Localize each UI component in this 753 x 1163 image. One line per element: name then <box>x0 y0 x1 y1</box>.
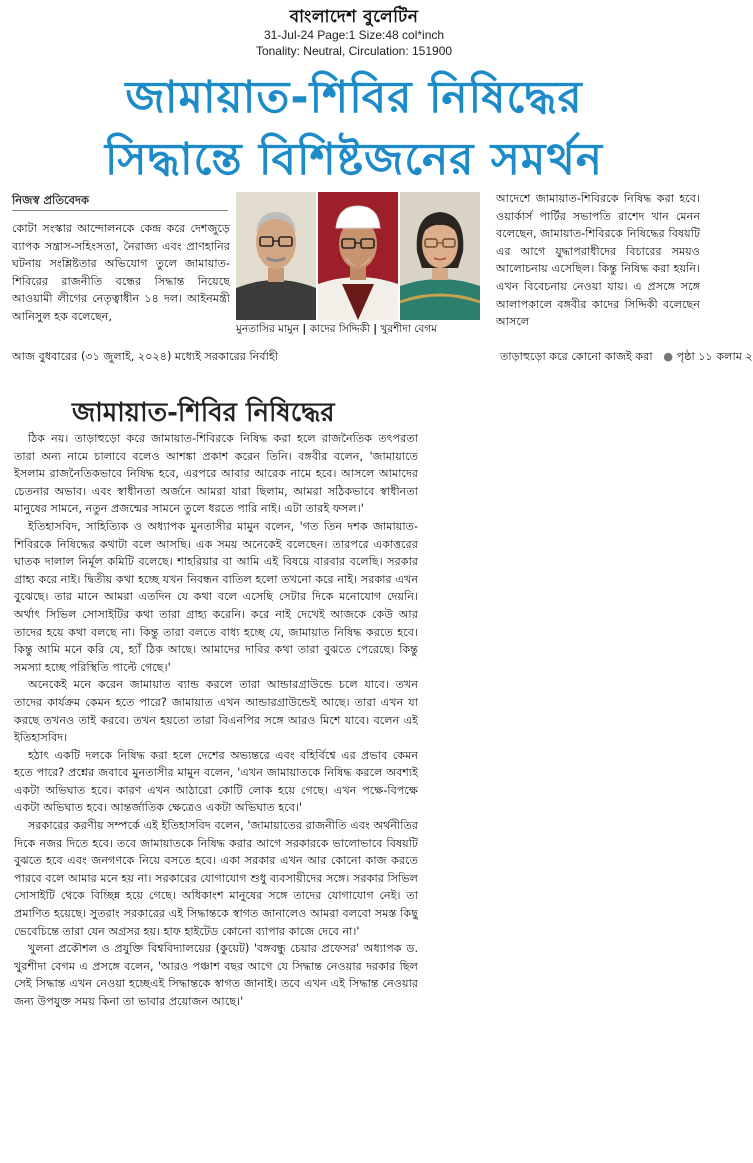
caption-name-3: খুরশীদা বেগম <box>380 323 438 335</box>
clipping-meta-tonality: Tonality: Neutral, Circulation: 151900 <box>255 44 453 58</box>
continued-subhead: জামায়াত-শিবির নিষিদ্ধের <box>72 398 335 428</box>
lead-right-column <box>496 190 700 347</box>
lead-right-text: আদেশে জামায়াত-শিবিরকে নিষিদ্ধ করা হবে। ওয়ার্কার্স পার্টির সভাপতি রাশেদ খান মেনন বলেছেন, জামায়াত-শিবিরকে নিষিদ্ধের বিষয়টি এর আগে যুদ্ধাপরাধীদের বিচারের সময়ও আলোচনায় এসেছিল। কিন্তু নিষিদ্ধ করা হয়নি। এখন বিবেচনায় নেওয়া যায়। এ প্রসঙ্গে সঙ্গে আলাপকালে বঙ্গবীর কাদের সিদ্দিকী বলেছেন আসলে <box>496 192 700 329</box>
lead-left-text: কোটা সংস্কার আন্দোলনকে কেন্দ্র করে দেশজুড়ে ব্যাপক সন্ত্রাস-সহিংসতা, নৈরাজ্য এবং প্রাণহানির ঘটনায় সংশ্লিষ্টতার অভিযোগ তুলে জামায়াত-শিবিরের রাজনীতি বন্ধের সিদ্ধান্ত নিয়েছে আওয়ামী লীগের নেতৃত্বাধীন ১৪ দল। আইনমন্ত্রী আনিসুল হক বলেছেন, <box>12 222 230 323</box>
headline-line-2: সিদ্ধান্তে বিশিষ্টজনের সমর্থন <box>104 134 604 185</box>
byline: নিজস্ব প্রতিবেদক <box>12 193 90 207</box>
article-body <box>14 430 418 1150</box>
body-paragraph: অনেকেই মনে করেন জামায়াত ব্যান্ড করলে তারা আন্ডারগ্রাউন্ডে চলে যাবে। তখন তাদের কার্যক্রম কেমন হতে পারে? জামায়াত এখন আন্ডারগ্রাউন্ডেই আছে। তারা এখন যা করছে তখনও তাই করবে। তখন হয়তো তারা বিএনপির সঙ্গে আরও মিশে যাবে। বলেন এই ইতিহাসবিদ। <box>14 678 418 745</box>
continued-dot-icon: ● <box>656 350 674 363</box>
byline-divider <box>12 210 228 211</box>
caption-separator: | <box>302 323 307 335</box>
lead-right-tail: তাড়াহুড়ো করে কোনো কাজই করা <box>500 350 653 363</box>
headline-line-1: জামায়াত-শিবির নিষিদ্ধের <box>125 72 583 123</box>
caption-name-1: মুনতাসির মামুন <box>236 323 300 335</box>
continued-marker <box>500 348 753 366</box>
body-paragraph: খুলনা প্রকৌশল ও প্রযুক্তি বিশ্ববিদ্যালয়ের (কুয়েট) 'বঙ্গবন্ধু চেয়ার প্রফেসর' অধ্যাপক ড. খুরশীদা বেগম এ প্রসঙ্গে বলেন, 'আরও পঞ্চাশ বছর আগে যে সিদ্ধান্ত নেওয়ার দরকার ছিল সেই সিদ্ধান্ত এখন নেওয়া হচ্ছেএই সিদ্ধান্তকে স্বাগত জানাই। তবে এখন এই সিদ্ধান্ত নেওয়ার জন্য উপযুক্ত সময় কিনা তা ভাবার প্রয়োজন আছে।' <box>14 942 418 1008</box>
caption-separator: | <box>373 323 378 335</box>
body-paragraph: ঠিক নয়। তাড়াহুড়ো করে জামায়াত-শিবিরকে নিষিদ্ধ করা হলে রাজনৈতিক তৎপরতা তারা অন্য নামে চালাবে বলেও আশঙ্কা প্রকাশ করেন তিনি। বঙ্গবীর বলেন, 'জামায়াতে ইসলাম রাজনৈতিকভাবে নিষিদ্ধ হবে, এরপরে আবার আরেক নামে হবে। আসলে আমাদের চেতনার অভাব। এবং স্বাধীনতা অর্জনে আমরা যারা ছিলাম, আমরা সঠিকভাবে স্বাধীনতা মানুষের সামনে, নতুন প্রজন্মের সামনে তুলে ধরতে পারি নাই। এটা তারই ফসল।' <box>14 432 418 516</box>
caption-name-2: কাদের সিদ্দিকী <box>309 323 370 335</box>
portrait-muntasir-mamun <box>236 192 316 320</box>
newspaper-name: বাংলাদেশ বুলেটিন <box>289 7 419 27</box>
portrait-khurshida-begum <box>400 192 480 320</box>
portrait-kader-siddiqui <box>318 192 398 320</box>
portrait-photos <box>236 192 490 320</box>
lead-left-tail: আজ বুধবারের (৩১ জুলাই, ২০২৪) মধ্যেই সরকারের নির্বাহী <box>12 350 278 363</box>
photo-caption <box>236 322 496 339</box>
lead-left-column <box>12 220 230 365</box>
body-paragraph: হঠাৎ একটি দলকে নিষিদ্ধ করা হলে দেশের অভ্যন্তরে এবং বহির্বিশ্বে এর প্রভাব কেমন হতে পারে? প্রশ্নের জবাবে মুনতাসীর মামুন বলেন, 'এখন জামায়াতকে নিষিদ্ধ করলে অবশ্যই একটা অভিঘাত হবে। কারণ এখন আঠারো কোটি লোক হয়ে গেছে। এখন পক্ষে-বিপক্ষে একটা অভিঘাত হবে। আন্তর্জাতিক ক্ষেত্রেও একটা অভিঘাত হবে।' <box>14 748 418 815</box>
continued-page-ref: পৃষ্ঠা ১১ কলাম ২ <box>676 350 753 363</box>
clipping-meta-date: 31-Jul-24 Page:1 Size:48 col*inch <box>263 28 445 42</box>
body-paragraph: সরকারের করণীয় সম্পর্কে এই ইতিহাসবিদ বলেন, 'জামায়াতের রাজনীতি এবং অর্থনীতির দিকে নজর দিতে হবে। তবে জামায়াতকে নিষিদ্ধ করার আগে সরকারকে ভালোভাবে বিষয়টি বুঝতে হবে এবং জনগণকে নিয়ে বসতে হবে। একা সরকার এখন আর কোনো কাজ করতে পারবে বলে আমার মনে হয় না। সরকারের যোগাযোগ শুধু ব্যবসায়ীদের সঙ্গে। সরকার সিভিল সোসাইটি থেকে বিচ্ছিন্ন হয়ে গেছে। অধিকাংশ মানুষের সঙ্গে তাদের যোগাযোগ নেই। তা প্রমাণিত হয়েছে। সুতরাং সরকারের এই সিদ্ধান্তকে স্বাগত জানালেও আমরা বলবো সমস্ত কিছু ভেবেচিন্তে তারা যেন অগ্রসর হয়। হাফ হাইটেড কোনো ব্যাপার কাজে দেবে না।' <box>14 819 418 938</box>
body-paragraph: ইতিহাসবিদ, সাহিত্যিক ও অধ্যাপক মুনতাসীর মামুন বলেন, 'গত তিন দশক জামায়াত-শিবিরকে নিষিদ্ধের কথাটা বলে আসছি। এক সময় অনেকেই বলেছেন। তারপরে একাত্তরের ঘাতক দালাল নির্মূল কমিটি বলেছে। শাহরিয়ার বা আমি এই বিষয়ে বারবার বলেছি। সরকার গ্রাহ্য করে নাই। দ্বিতীয় কথা হচ্ছে যখন নিবন্ধন বাতিল হলো তখনো করে নাই। সরকার এখন বুঝেছে। তার মানে আমরা এতদিন যে কথা বলে এসেছি সেটার দিকে মনোযোগ দেয়নি। অর্থাৎ সিভিল সোসাইটির কথা তারা গ্রাহ্য করেনি। করে নাই দেখেই আজকে কেউ আর তাদের হয়ে কথা বলছে না। কিন্তু তারা বলতে বাধ্য হচ্ছে যে, জামায়াত নিষিদ্ধ করতে হবে। কিন্তু আমি মনে করি যে, হ্যাঁ ঠিক আছে। আমাদের দাবির কথা তারা বুঝতে পেরেছে। কিন্তু সমস্যা হচ্ছে পরিস্থিতি পাল্টে গেছে।' <box>14 519 418 674</box>
